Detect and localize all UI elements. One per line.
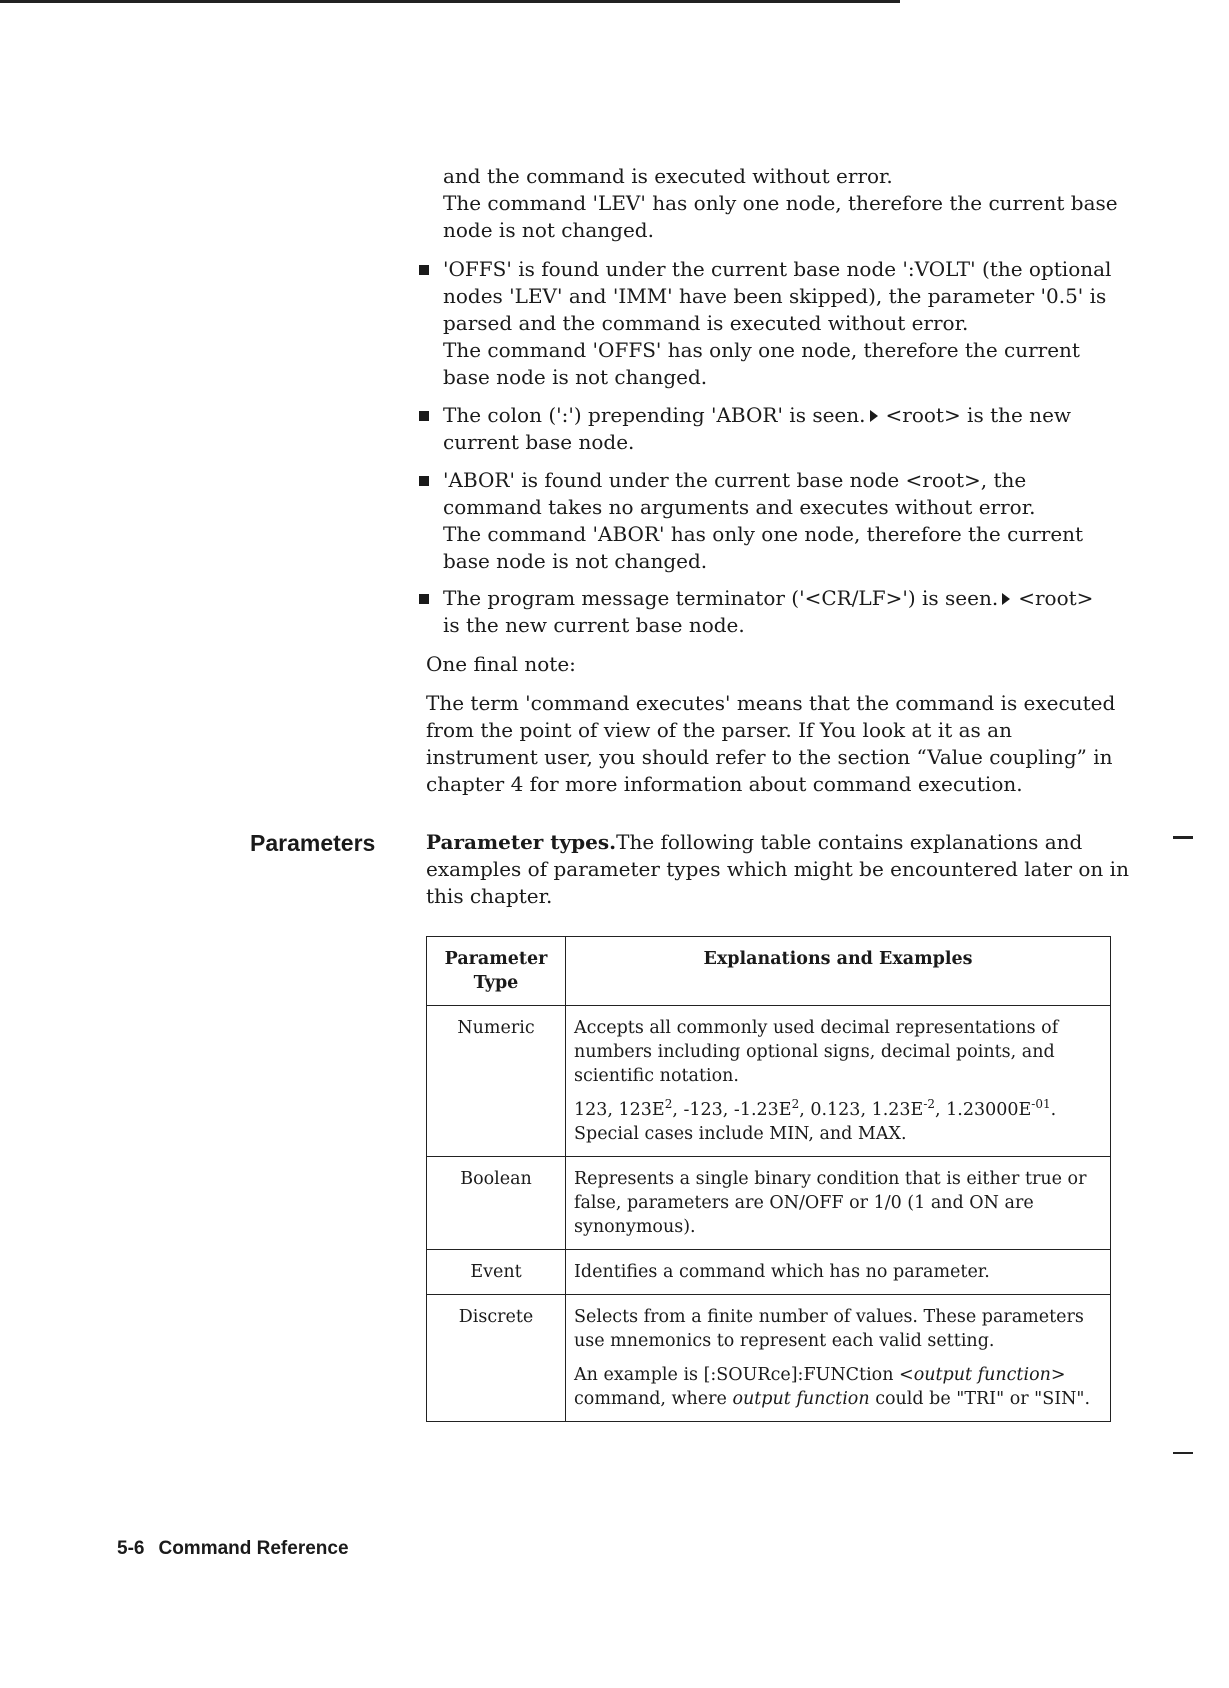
page-footer	[117, 1538, 349, 1560]
text-line: instrument user, you should refer to the section “Value coupling” in	[426, 745, 1113, 769]
bullet-icon	[419, 476, 429, 486]
text-line: this chapter.	[426, 884, 553, 908]
explanation-cell: Represents a single binary condition that is either true or false, parameters are ON/OFF or 1/0 (1 and ON are synonymous).	[566, 1157, 1111, 1250]
text-line: and the command is executed without error.	[443, 164, 893, 188]
table-row	[427, 1006, 1111, 1157]
text-line: command takes no arguments and executes without error.	[443, 495, 1036, 519]
bullet-item	[443, 467, 1123, 575]
continuation-text	[443, 163, 1123, 244]
table-row	[427, 1295, 1111, 1422]
parameter-types-table	[426, 936, 1111, 1422]
header-explanations: Explanations and Examples	[566, 937, 1111, 1006]
numeric-examples: 123, $123E^2$, -123, $-1.23E^2$, 0.123, $1.23E^{-2}$, $1.23000E^{-01}$. Special cases include MIN, and MAX.	[574, 1097, 1057, 1144]
arrow-right-icon	[870, 410, 878, 422]
text-line: The program message terminator ('<CR/LF>') is seen. <root>	[443, 586, 1094, 610]
text-line: nodes 'LEV' and 'IMM' have been skipped), the parameter '0.5' is	[443, 284, 1107, 308]
table-row	[427, 1157, 1111, 1250]
text-line: node is not changed.	[443, 218, 654, 242]
explanation-cell: Accepts all commonly used decimal representations of numbers including optional signs, decimal points, and scientific notation. 123, $123E^2$, -123, $-1.23E^2$, 0.123, $1.23E^{-2}$, $1.23000E^{-01}$. Special cases include MIN, and MAX.	[566, 1006, 1111, 1157]
header-parameter-type: Parameter Type	[427, 937, 566, 1006]
bullet-icon	[419, 594, 429, 604]
text-line: chapter 4 for more information about command execution.	[426, 772, 1023, 796]
text-line: The command 'ABOR' has only one node, therefore the current	[443, 522, 1084, 546]
text-line: base node is not changed.	[443, 549, 708, 573]
final-note-label: One final note:	[426, 652, 576, 676]
type-cell: Boolean	[427, 1157, 566, 1250]
footer-title: Command Reference	[158, 1538, 349, 1559]
text-line: The term 'command executes' means that the command is executed	[426, 691, 1116, 715]
explanation-cell: Selects from a finite number of values. These parameters use mnemonics to represent each valid setting. An example is [:SOURce]:FUNCtion <output function> command, where output function could be "TRI" or "SIN".	[566, 1295, 1111, 1422]
bullet-icon	[419, 411, 429, 421]
text-line: parsed and the command is executed without error.	[443, 311, 969, 335]
table-header-row	[427, 937, 1111, 1006]
bullet-icon	[419, 265, 429, 275]
margin-mark	[1173, 1452, 1193, 1454]
table-row	[427, 1250, 1111, 1295]
section-heading: Parameters	[250, 830, 376, 856]
arrow-right-icon	[1002, 593, 1010, 605]
text-line: The command 'OFFS' has only one node, therefore the current	[443, 338, 1080, 362]
bullet-item	[443, 585, 1123, 639]
text-line: The colon (':') prepending 'ABOR' is seen. <root> is the new	[443, 403, 1072, 427]
page-number: 5-6	[117, 1538, 145, 1559]
parameter-intro	[426, 829, 1129, 910]
text-line: is the new current base node.	[443, 613, 745, 637]
text-line: Parameter types.The following table contains explanations and	[426, 830, 1083, 854]
bullet-item	[443, 402, 1123, 456]
text-line: current base node.	[443, 430, 635, 454]
text-line: from the point of view of the parser. If You look at it as an	[426, 718, 1012, 742]
margin-mark	[1173, 836, 1193, 839]
explanation-cell: Identifies a command which has no parameter.	[566, 1250, 1111, 1295]
text-line: 'OFFS' is found under the current base node ':VOLT' (the optional	[443, 257, 1112, 281]
bullet-item	[443, 256, 1123, 391]
type-cell: Discrete	[427, 1295, 566, 1422]
text-line: The command 'LEV' has only one node, therefore the current base	[443, 191, 1118, 215]
text-line: examples of parameter types which might be encountered later on in	[426, 857, 1129, 881]
type-cell: Event	[427, 1250, 566, 1295]
final-note-paragraph	[426, 690, 1116, 798]
top-rule	[0, 0, 900, 3]
type-cell: Numeric	[427, 1006, 566, 1157]
text-line: 'ABOR' is found under the current base node <root>, the	[443, 468, 1027, 492]
text-line: base node is not changed.	[443, 365, 708, 389]
